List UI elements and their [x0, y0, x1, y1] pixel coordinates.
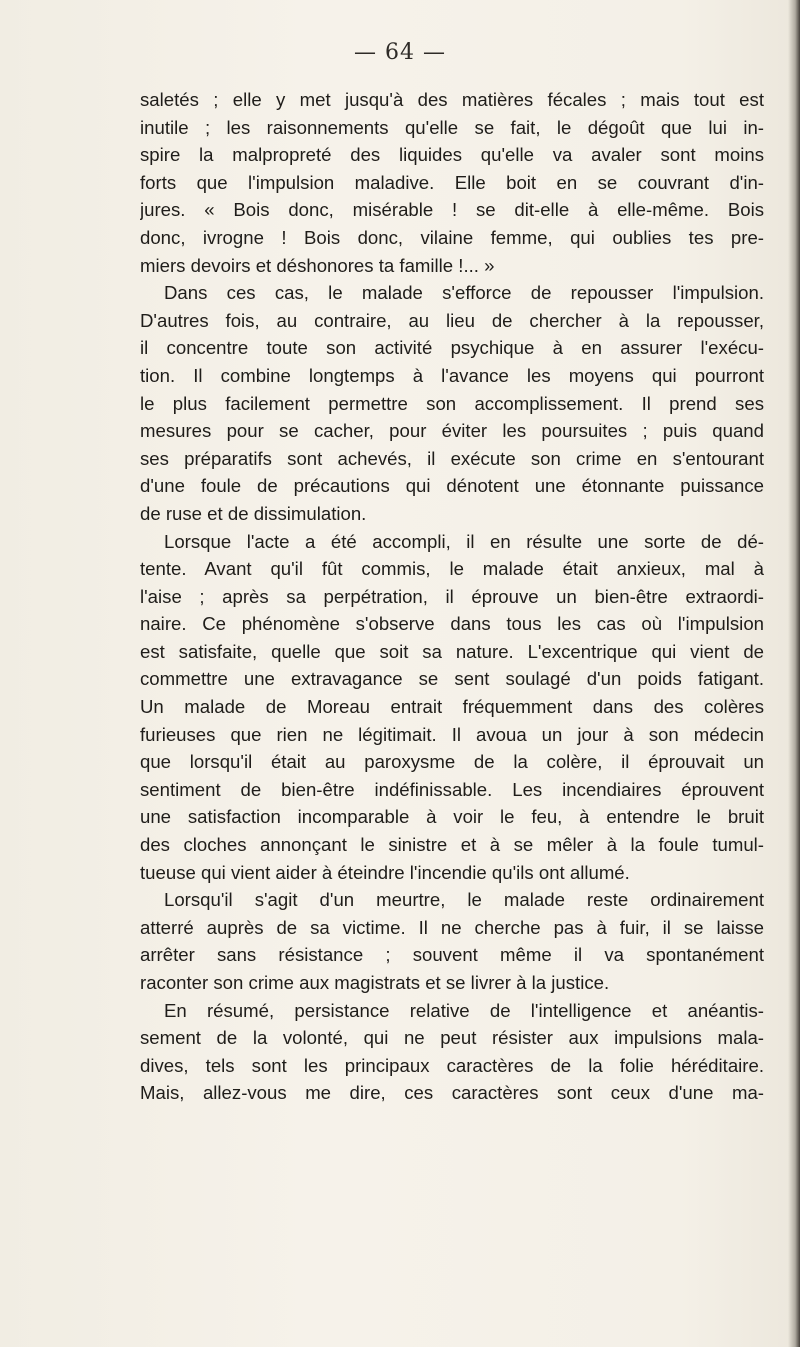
text-line: tente. Avant qu'il fût commis, le malade était anxieux, mal à: [140, 558, 764, 580]
text-line: furieuses que rien ne légitimait. Il avoua un jour à son médecin: [140, 723, 764, 745]
text-line: Un malade de Moreau entrait fréquemment dans des colères: [140, 696, 764, 718]
text-line: le plus facilement permettre son accomplissement. Il prend ses: [140, 392, 764, 414]
text-line: saletés ; elle y met jusqu'à des matières fécales ; mais tout est: [140, 89, 764, 110]
text-line: forts que l'impulsion maladive. Elle boit en se couvrant d'in-: [140, 171, 764, 193]
text-line: miers devoirs et déshonores ta famille !... »: [140, 254, 495, 276]
text-line: raconter son crime aux magistrats et se livrer à la justice.: [140, 972, 610, 993]
text-line: inutile ; les raisonnements qu'elle se fait, le dégoût que lui in-: [140, 116, 764, 138]
text-line: des cloches annonçant le sinistre et à se mêler à la foule tumul-: [140, 834, 764, 856]
text-line: tion. Il combine longtemps à l'avance les moyens qui pourront: [140, 364, 764, 386]
page-number: — 64 —: [354, 40, 446, 65]
text-line: naire. Ce phénomène s'observe dans tous les cas où l'impulsion: [140, 613, 764, 635]
text-line: mesures pour se cacher, pour éviter les poursuites ; puis quand: [140, 420, 764, 442]
text-line: sentiment de bien-être indéfinissable. Les incendiaires éprouvent: [140, 778, 764, 800]
text-line: il concentre toute son activité psychique à en assurer l'exécu-: [140, 337, 764, 359]
text-line: tueuse qui vient aider à éteindre l'incendie qu'ils ont allumé.: [140, 861, 630, 883]
text-line: spire la malpropreté des liquides qu'elle va avaler sont moins: [140, 144, 764, 166]
text-line: En résumé, persistance relative de l'intelligence et anéantis-: [164, 999, 764, 1021]
text-line: ses préparatifs sont achevés, il exécute son crime en s'entourant: [140, 447, 764, 469]
text-line: une satisfaction incomparable à voir le feu, à entendre le bruit: [140, 806, 764, 828]
text-line: dives, tels sont les principaux caractères de la folie héréditaire.: [140, 1054, 764, 1076]
text-line: commettre une extravagance se sent soulagé d'un poids fatigant.: [140, 668, 764, 690]
text-line: donc, ivrogne ! Bois donc, vilaine femme, qui oublies tes pre-: [140, 226, 764, 248]
text-line: Lorsque l'acte a été accompli, il en résulte une sorte de dé-: [164, 530, 764, 552]
text-line: Mais, allez-vous me dire, ces caractères sont ceux d'une ma-: [140, 1082, 764, 1104]
text-line: que lorsqu'il était au paroxysme de la colère, il éprouvait un: [140, 751, 764, 773]
text-line: arrêter sans résistance ; souvent même il va spontanément: [140, 944, 764, 966]
text-line: atterré auprès de sa victime. Il ne cherche pas à fuir, il se laisse: [140, 916, 764, 938]
text-line: l'aise ; après sa perpétration, il éprouve un bien-être extraordi-: [140, 585, 764, 607]
text-line: est satisfaite, quelle que soit sa nature. L'excentrique qui vient de: [140, 640, 764, 662]
page-edge-shadow: [788, 0, 800, 1347]
text-line: d'une foule de précautions qui dénotent une étonnante puissance: [140, 475, 764, 497]
text-line: D'autres fois, au contraire, au lieu de chercher à la repousser,: [140, 309, 764, 331]
text-line: Lorsqu'il s'agit d'un meurtre, le malade reste ordinairement: [164, 889, 764, 911]
text-line: jures. « Bois donc, misérable ! se dit-elle à elle-même. Bois: [140, 199, 764, 221]
body-text: [140, 86, 764, 1107]
text-line: sement de la volonté, qui ne peut résister aux impulsions mala-: [140, 1027, 764, 1049]
text-line: Dans ces cas, le malade s'efforce de repousser l'impulsion.: [164, 282, 764, 304]
text-line: de ruse et de dissimulation.: [140, 502, 367, 524]
